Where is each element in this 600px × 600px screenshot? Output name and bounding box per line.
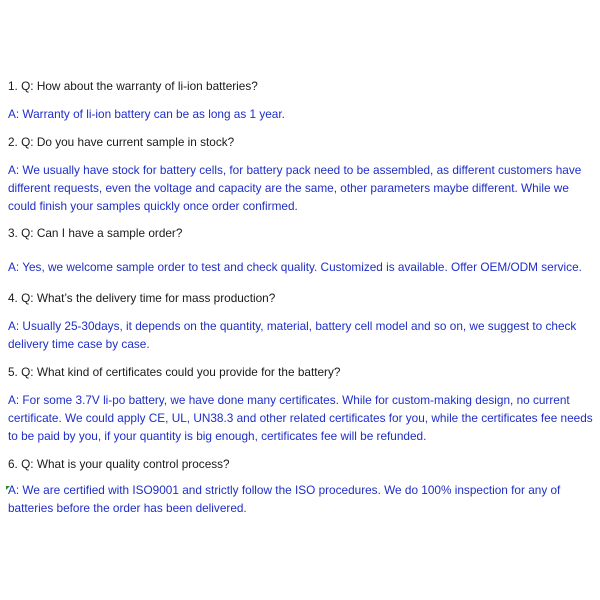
faq-item (8, 134, 596, 215)
faq-answer: A: We usually have stock for battery cells, for battery pack need to be assembled, as different customers have different requests, even the voltage and capacity are the same, other parameters maybe different. While we could finish your samples quickly once order confirmed. (8, 163, 582, 213)
faq-item (8, 290, 596, 353)
faq-answer: A: Warranty of li-ion battery can be as long as 1 year. (8, 107, 285, 121)
faq-question: 2. Q: Do you have current sample in stock? (8, 135, 235, 149)
faq-answer: A: For some 3.7V li-po battery, we have done many certificates. While for custom-making design, no current certificate. We could apply CE, UL, UN38.3 and other related certificates for you, while the certificates fee needs to be paid by you, if your quantity is big enough, certificates fee will be refunded. (8, 393, 593, 443)
faq-item (8, 78, 596, 123)
faq-item (8, 364, 596, 445)
faq-question: 4. Q: What’s the delivery time for mass production? (8, 291, 276, 305)
green-corner-mark-icon (6, 486, 10, 490)
faq-item (8, 456, 596, 517)
faq-document (8, 78, 596, 527)
faq-answer: A: Yes, we welcome sample order to test and check quality. Customized is available. Offer OEM/ODM service. (8, 260, 582, 274)
faq-item (8, 225, 596, 276)
faq-question: 1. Q: How about the warranty of li-ion batteries? (8, 79, 258, 93)
faq-question: 6. Q: What is your quality control process? (8, 457, 230, 471)
faq-answer: A: Usually 25-30days, it depends on the quantity, material, battery cell model and so on, we suggest to check delivery time case by case. (8, 319, 577, 351)
faq-question: 3. Q: Can I have a sample order? (8, 226, 183, 240)
faq-answer: A: We are certified with ISO9001 and strictly follow the ISO procedures. We do 100% inspection for any of batteries before the order has been delivered. (8, 483, 561, 515)
faq-question: 5. Q: What kind of certificates could you provide for the battery? (8, 365, 341, 379)
